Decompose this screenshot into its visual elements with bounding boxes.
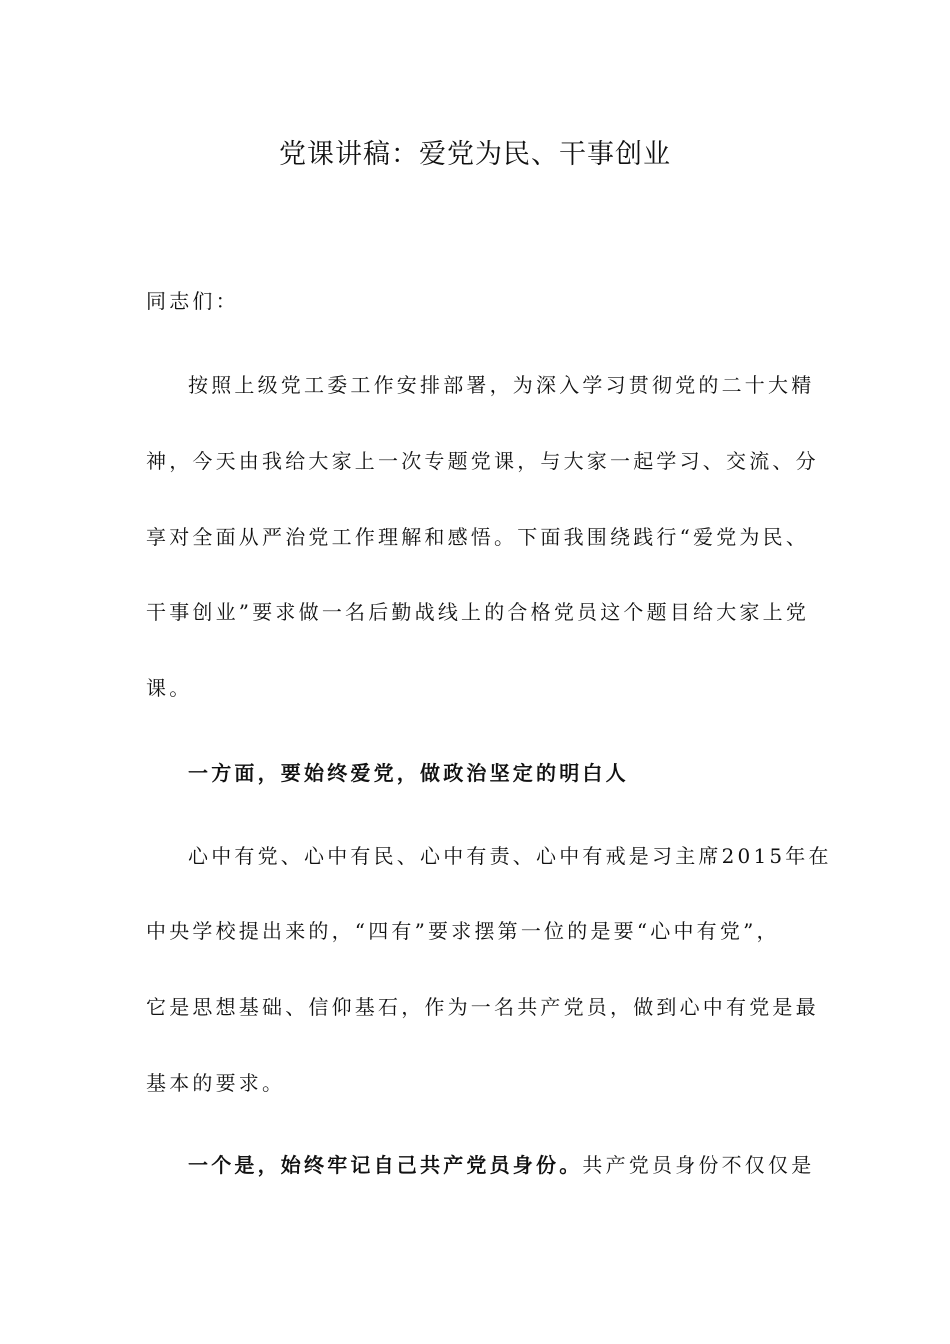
section-line-2: 中央学校提出来的，“四有”要求摆第一位的是要“心中有党”， — [146, 919, 780, 943]
intro-line-5: 课。 — [146, 676, 193, 700]
section-heading: 一方面，要始终爱党，做政治坚定的明白人 — [188, 761, 629, 785]
section-line-1: 心中有党、心中有民、心中有责、心中有戒是习主席2015年在 — [188, 844, 832, 868]
section-line-4: 基本的要求。 — [146, 1071, 286, 1095]
salutation: 同志们： — [146, 289, 239, 313]
point-line-1 — [188, 1152, 814, 1178]
intro-line-2: 神，今天由我给大家上一次专题党课，与大家一起学习、交流、分 — [146, 449, 819, 473]
intro-line-1: 按照上级党工委工作安排部署，为深入学习贯彻党的二十大精 — [188, 373, 815, 397]
point-heading: 一个是，始终牢记自己共产党员身份。 — [188, 1153, 583, 1177]
intro-line-3: 享对全面从严治党工作理解和感悟。下面我围绕践行“爱党为民、 — [146, 525, 810, 549]
intro-line-4: 干事创业”要求做一名后勤战线上的合格党员这个题目给大家上党 — [146, 600, 810, 624]
section-line-3: 它是思想基础、信仰基石，作为一名共产党员，做到心中有党是最 — [146, 995, 819, 1019]
point-text: 共产党员身份不仅仅是 — [582, 1153, 815, 1177]
document-title: 党课讲稿：爱党为民、干事创业 — [279, 139, 671, 170]
